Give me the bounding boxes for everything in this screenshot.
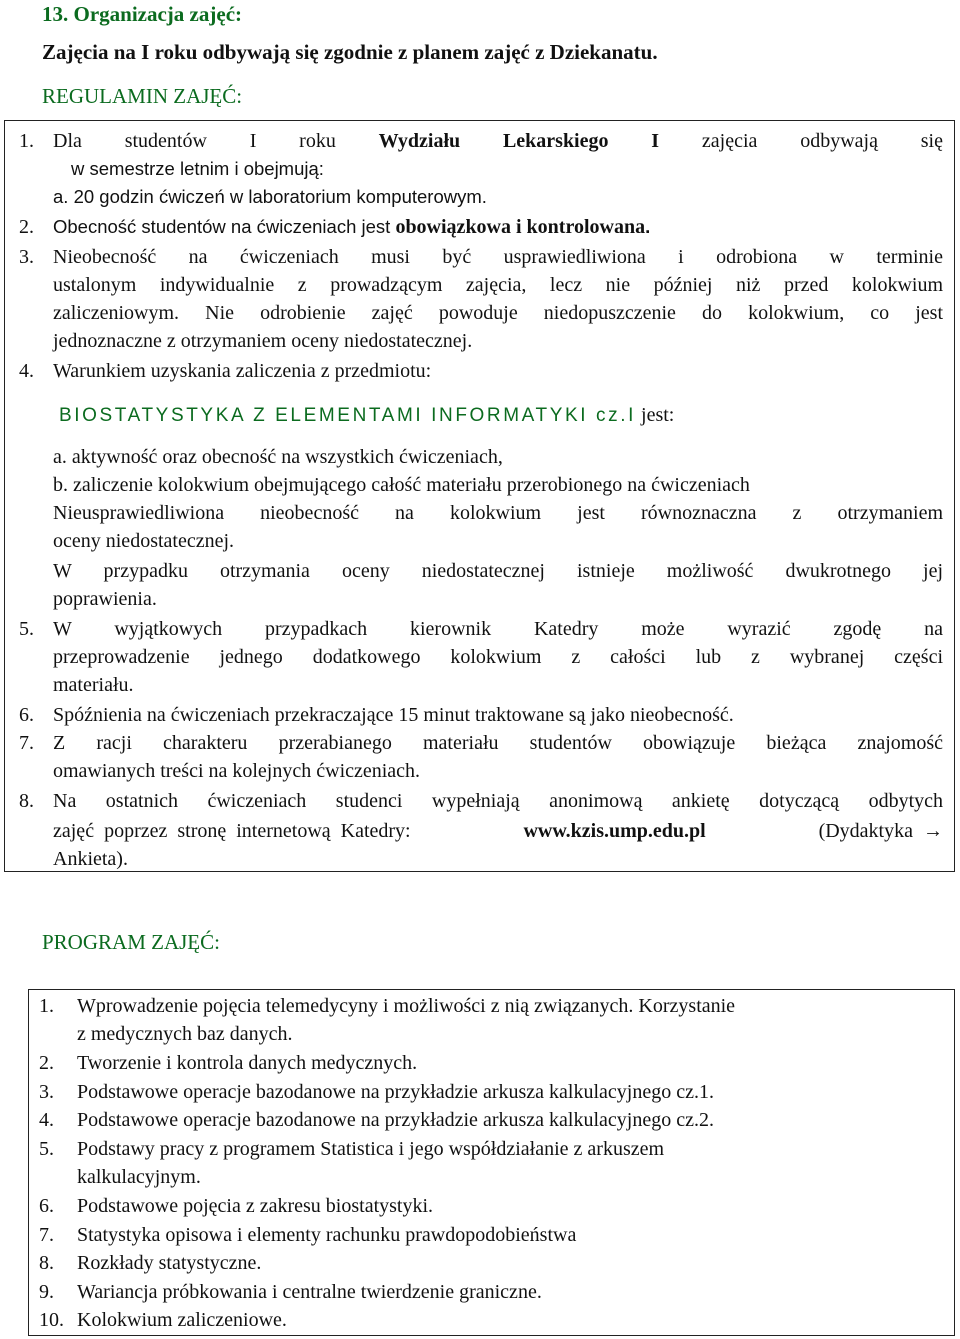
word: zajęcia [701, 130, 758, 152]
item-4a: a. aktywność oraz obecność na wszystkich ćwiczeniach, [53, 446, 503, 468]
program-item-number: 5. [39, 1138, 54, 1160]
word: odbywają [800, 130, 878, 152]
item-2-bold: obowiązkowa i kontrolowana [395, 216, 646, 238]
item-8-line-2-post: (Dydaktyka → [808, 820, 943, 842]
word: się [920, 130, 943, 152]
item-4-line-6: oceny niedostatecznej. [53, 530, 235, 552]
item-8-line-1: Na ostatnich ćwiczeniach studenci wypełniają anonimową ankietę dotyczącą odbytych [53, 790, 943, 812]
item-3-line-4: jednoznaczne z otrzymaniem oceny niedostatecznej. [53, 330, 473, 352]
program-item-number: 9. [39, 1281, 54, 1303]
item-4b: b. zaliczenie kolokwium obejmującego całość materiału przerobionego na ćwiczeniach [53, 474, 750, 496]
item-5-line-3: materiału. [53, 674, 134, 696]
item-4-number: 4. [19, 360, 34, 382]
program-item-text: Podstawowe operacje bazodanowe na przykładzie arkusza kalkulacyjnego cz.1. [77, 1081, 714, 1103]
program-item-text: Podstawowe operacje bazodanowe na przykładzie arkusza kalkulacyjnego cz.2. [77, 1109, 714, 1131]
program-item-number: 7. [39, 1224, 54, 1246]
item-3-line-3: zaliczeniowym. Nie odrobienie zajęć powoduje niedopuszczenie do kolokwium, co jest [53, 302, 943, 324]
item-3-line-2: ustalonym indywidualnie z prowadzącym zajęcia, lecz nie później niż przed kolokwium [53, 274, 943, 296]
regulamin-box [4, 120, 955, 872]
program-item-text: Statystyka opisowa i elementy rachunku prawdopodobieństwa [77, 1224, 577, 1246]
program-item-number: 8. [39, 1252, 54, 1274]
item-5-number: 5. [19, 618, 34, 640]
item-1-number: 1. [19, 130, 34, 152]
item-6-line-1: Spóźnienia na ćwiczeniach przekraczające 15 minut traktowane są jako nieobecność. [53, 704, 734, 726]
item-3-line-1: Nieobecność na ćwiczeniach musi być usprawiedliwiona i odrobiona w terminie [53, 246, 943, 268]
item-4-line-8: poprawienia. [53, 588, 157, 610]
item-7-number: 7. [19, 732, 34, 754]
item-6-number: 6. [19, 704, 34, 726]
item-4-line-1: Warunkiem uzyskania zaliczenia z przedmiotu: [53, 360, 432, 382]
word: studentów [124, 130, 207, 152]
subject-suffix: jest: [636, 404, 675, 426]
item-4-line-7: W przypadku otrzymania oceny niedostatecznej istnieje możliwość dwukrotnego jej [53, 560, 943, 582]
item-8-line-2 [53, 817, 943, 845]
item-2-end: . [645, 216, 651, 237]
regulamin-title: REGULAMIN ZAJĘĆ: [42, 84, 243, 108]
item-5-line-1: W wyjątkowych przypadkach kierownik Katedry może wyrazić zgodę na [53, 618, 943, 640]
item-8-number: 8. [19, 790, 34, 812]
program-item-number: 10. [39, 1309, 64, 1331]
section-heading: 13. Organizacja zajęć: [42, 2, 243, 26]
word: I [651, 130, 660, 152]
item-5-line-2: przeprowadzenie jednego dodatkowego kolokwium z całości lub z wybranej części [53, 646, 943, 668]
program-item-number: 3. [39, 1081, 54, 1103]
program-title: PROGRAM ZAJĘĆ: [42, 930, 220, 954]
item-4-subject-line [59, 401, 674, 429]
program-item-text: Wariancja próbkowania i centralne twierdzenie graniczne. [77, 1281, 542, 1303]
program-item-text: Tworzenie i kontrola danych medycznych. [77, 1052, 418, 1074]
program-item-text: Podstawy pracy z programem Statistica i jego współdziałanie z arkuszem [77, 1138, 665, 1160]
item-2-line-1 [53, 213, 650, 241]
program-item-number: 6. [39, 1195, 54, 1217]
program-item-text-2: z medycznych baz danych. [77, 1023, 293, 1045]
word: roku [299, 130, 336, 152]
item-3-number: 3. [19, 246, 34, 268]
item-1a: a. 20 godzin ćwiczeń w laboratorium komputerowym. [53, 186, 487, 207]
program-item-text: Rozkłady statystyczne. [77, 1252, 262, 1274]
item-1-line-2: w semestrze letnim i obejmują: [71, 158, 324, 179]
program-item-number: 4. [39, 1109, 54, 1131]
program-item-text: Kolokwium zaliczeniowe. [77, 1309, 287, 1331]
subject-name: BIOSTATYSTYKA Z ELEMENTAMI INFORMATYKI cz.I [59, 405, 637, 426]
program-box [28, 989, 955, 1336]
item-1-line-1 [53, 127, 943, 155]
item-7-line-1: Z racji charakteru przerabianego materiału studentów obowiązuje bieżąca znajomość [53, 732, 943, 754]
program-item-number: 1. [39, 995, 54, 1017]
item-2-number: 2. [19, 216, 34, 238]
item-7-line-2: omawianych treści na kolejnych ćwiczeniach. [53, 760, 421, 782]
item-8-line-2-pre: zajęć poprzez stronę internetową Katedry: [53, 820, 421, 842]
program-item-text-2: kalkulacyjnym. [77, 1166, 201, 1188]
word: Lekarskiego [502, 130, 609, 152]
item-2-text: Obecność studentów na ćwiczeniach jest [53, 216, 396, 237]
item-4-line-5: Nieusprawiedliwiona nieobecność na kolokwium jest równoznaczna z otrzymaniem [53, 502, 943, 524]
program-item-text: Wprowadzenie pojęcia telemedycyny i możliwości z nią związanych. Korzystanie [77, 995, 736, 1017]
word: Wydziału [378, 130, 461, 152]
section-subtitle: Zajęcia na I roku odbywają się zgodnie z planem zajęć z Dziekanatu. [42, 40, 658, 64]
item-8-line-3: Ankieta). [53, 848, 128, 870]
word: Dla [53, 130, 82, 152]
katedra-url-link[interactable]: www.kzis.ump.edu.pl [523, 820, 706, 842]
program-item-text: Podstawowe pojęcia z zakresu biostatystyki. [77, 1195, 434, 1217]
word: I [249, 130, 257, 152]
program-item-number: 2. [39, 1052, 54, 1074]
